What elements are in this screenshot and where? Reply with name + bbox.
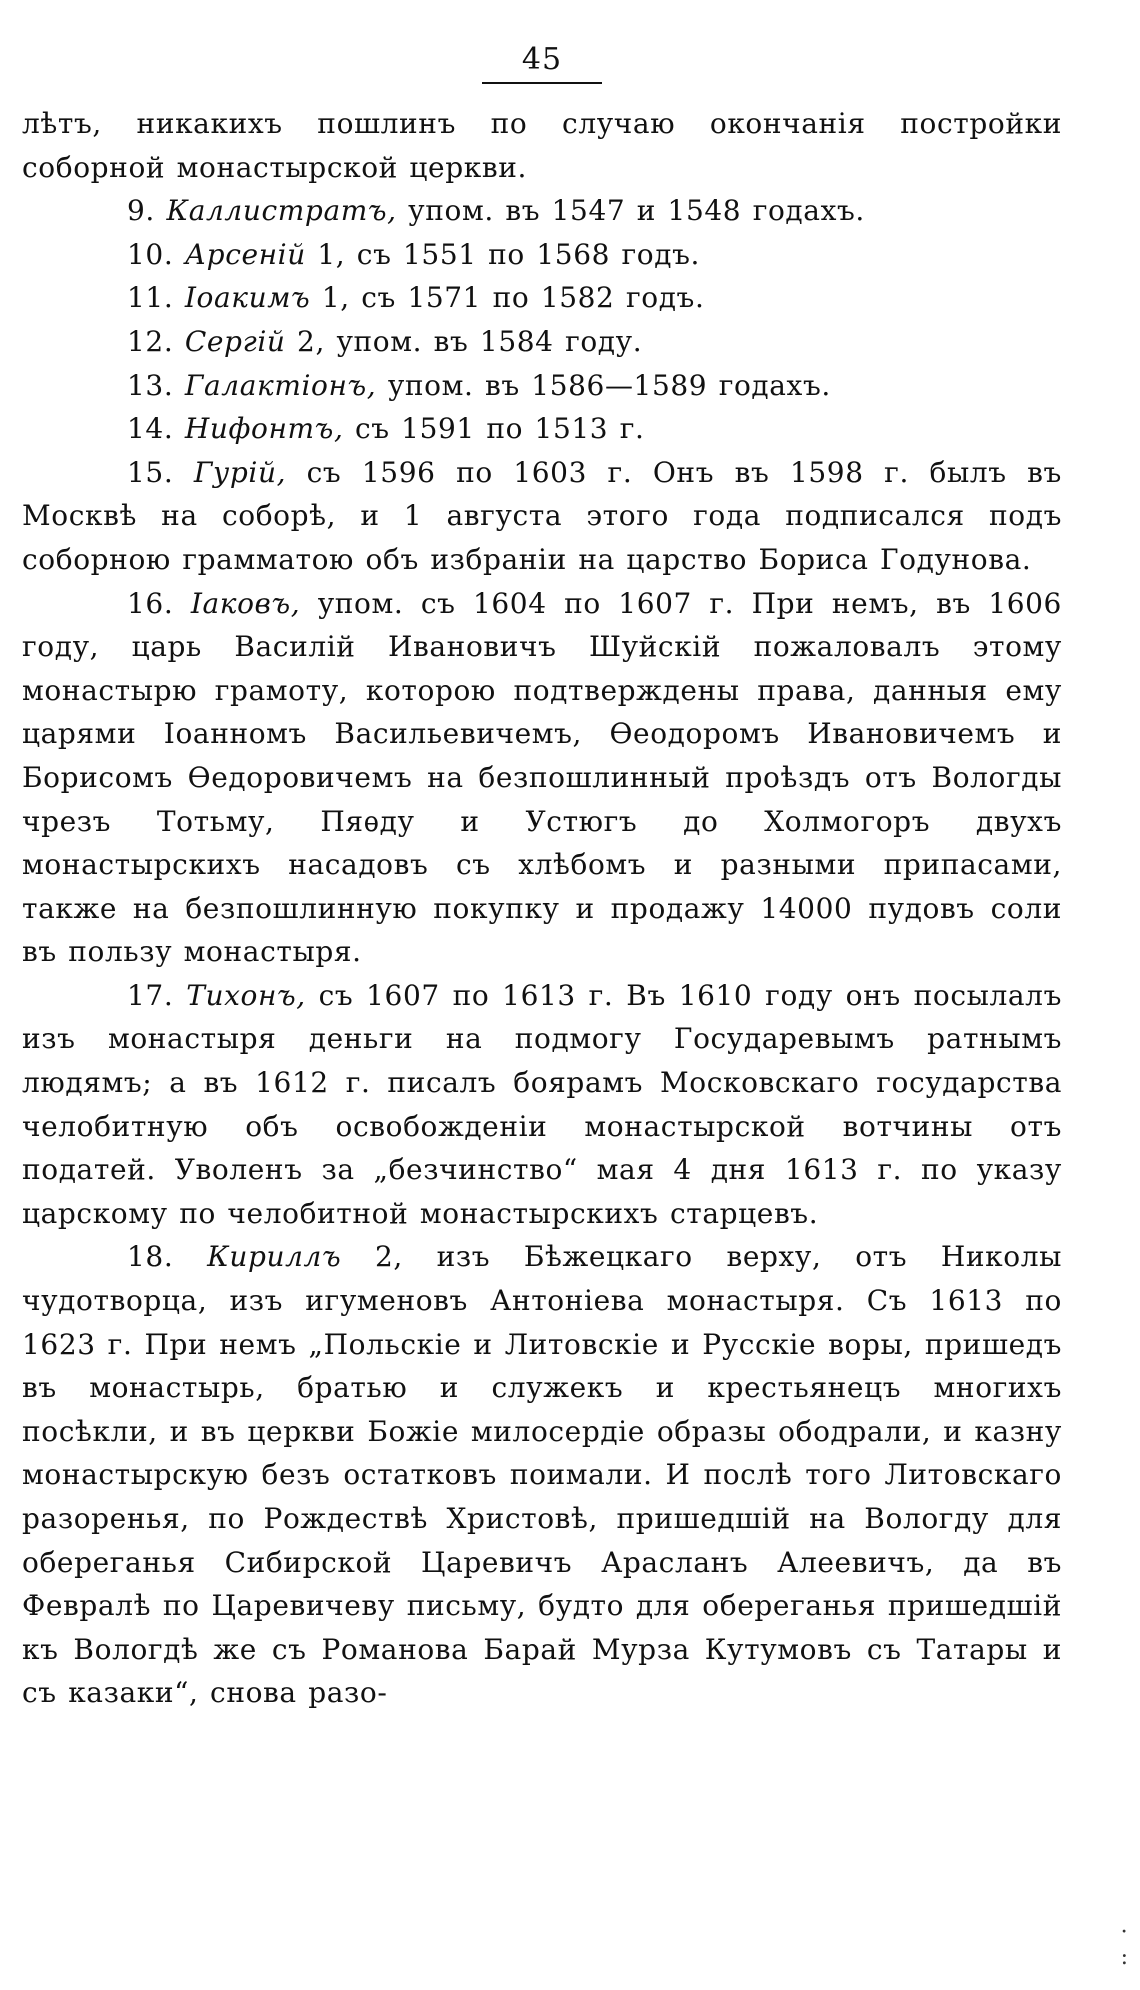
abbot-name: Сергій bbox=[184, 324, 286, 358]
entry-text: 2, изъ Бѣжецкаго верху, отъ Николы чудотворца, изъ игуменовъ Антоніева монастыря. Съ 1613 по 1623 г. При немъ „Польскіе и Литовскіе и Русскіе воры, пришедъ въ монастырь, братью и служекъ и крестьянецъ многихъ посѣкли, и въ церкви Божіе милосердіе образы ободрали, и казну монастырскую безъ остатковъ поимали. И послѣ того Литовскаго разоренья, по Рождествѣ Христовѣ, пришедшій на Вологду для обереганья Сибирской Царевичъ Арасланъ Алеевичъ, да въ Февралѣ по Царевичеву письму, будто для обереганья пришедшій къ Вологдѣ же съ Романова Барай Мурза Кутумовъ съ Татары и съ казаки“, снова разо- bbox=[22, 1240, 1062, 1710]
entry-text: 2, упом. въ 1584 году. bbox=[297, 324, 643, 358]
paragraph-text: лѣтъ, никакихъ пошлинъ по случаю окончанія постройки соборной монастырской церкви. bbox=[22, 107, 1062, 184]
abbot-name: Арсеній bbox=[184, 237, 306, 271]
entry-number: 14. bbox=[127, 412, 174, 446]
abbot-name: Гурій, bbox=[193, 455, 287, 489]
scan-specks: · : bbox=[1120, 1920, 1128, 1970]
entry-text: упом. съ 1604 по 1607 г. При немъ, въ 1606 году, царь Василій Ивановичъ Шуйскій пожаловалъ этому монастырю грамоту, которою подтверждены права, данныя ему царями Іоанномъ Васильевичемъ, Ѳеодоромъ Ивановичемъ и Борисомъ Ѳедоровичемъ на безпошлинный проѣздъ отъ Вологды чрезъ Тотьму, Пяѳду и Устюгъ до Холмогоръ двухъ монастырскихъ насадовъ съ хлѣбомъ и разными припасами, также на безпошлинную покупку и продажу 14000 пудовъ соли въ пользу монастыря. bbox=[22, 586, 1062, 969]
entry-text: упом. въ 1586—1589 годахъ. bbox=[387, 368, 831, 402]
entry-14 bbox=[22, 407, 1062, 451]
entry-number: 9. bbox=[127, 194, 155, 228]
entry-number: 18. bbox=[127, 1240, 174, 1274]
page-number: 45 bbox=[521, 42, 563, 77]
entry-12 bbox=[22, 320, 1062, 364]
entry-9 bbox=[22, 189, 1062, 233]
entry-text: упом. въ 1547 и 1548 годахъ. bbox=[408, 194, 865, 228]
entry-18 bbox=[22, 1235, 1062, 1715]
entry-number: 17. bbox=[127, 978, 174, 1012]
entry-15 bbox=[22, 451, 1062, 582]
abbot-name: Іаковъ, bbox=[190, 586, 301, 620]
entry-text: 1, съ 1551 по 1568 годъ. bbox=[317, 237, 701, 271]
entry-text: съ 1591 по 1513 г. bbox=[354, 412, 645, 446]
entry-11 bbox=[22, 276, 1062, 320]
entry-number: 13. bbox=[127, 368, 174, 402]
paragraph-continuation bbox=[22, 102, 1062, 189]
entry-number: 15. bbox=[127, 455, 174, 489]
abbot-name: Галактіонъ, bbox=[184, 368, 377, 402]
entry-13 bbox=[22, 364, 1062, 408]
entry-16 bbox=[22, 582, 1062, 974]
abbot-name: Нифонтъ, bbox=[184, 412, 344, 446]
entry-number: 16. bbox=[127, 586, 174, 620]
entry-number: 12. bbox=[127, 324, 174, 358]
entry-number: 11. bbox=[127, 281, 174, 315]
abbot-name: Іоакимъ bbox=[184, 281, 311, 315]
abbot-name: Каллистратъ, bbox=[166, 194, 397, 228]
page-number-rule bbox=[482, 82, 602, 84]
entry-17 bbox=[22, 974, 1062, 1236]
entry-text: съ 1607 по 1613 г. Въ 1610 году онъ посылалъ изъ монастыря деньги на подмогу Государевымъ ратнымъ людямъ; а въ 1612 г. писалъ боярамъ Московскаго государства челобитную объ освобожденіи монастырской вотчины отъ податей. Уволенъ за „безчинство“ мая 4 дня 1613 г. по указу царскому по челобитной монастырскихъ старцевъ. bbox=[22, 978, 1062, 1230]
abbot-name: Кириллъ bbox=[207, 1240, 342, 1274]
body-text bbox=[22, 102, 1062, 1715]
entry-number: 10. bbox=[127, 237, 174, 271]
page bbox=[22, 40, 1062, 1715]
abbot-name: Тихонъ, bbox=[186, 978, 306, 1012]
entry-10 bbox=[22, 233, 1062, 277]
entry-text: съ 1596 по 1603 г. Онъ въ 1598 г. былъ въ Москвѣ на соборѣ, и 1 августа этого года подписался подъ соборною грамматою объ избраніи на царство Бориса Годунова. bbox=[22, 455, 1062, 576]
entry-text: 1, съ 1571 по 1582 годъ. bbox=[321, 281, 705, 315]
